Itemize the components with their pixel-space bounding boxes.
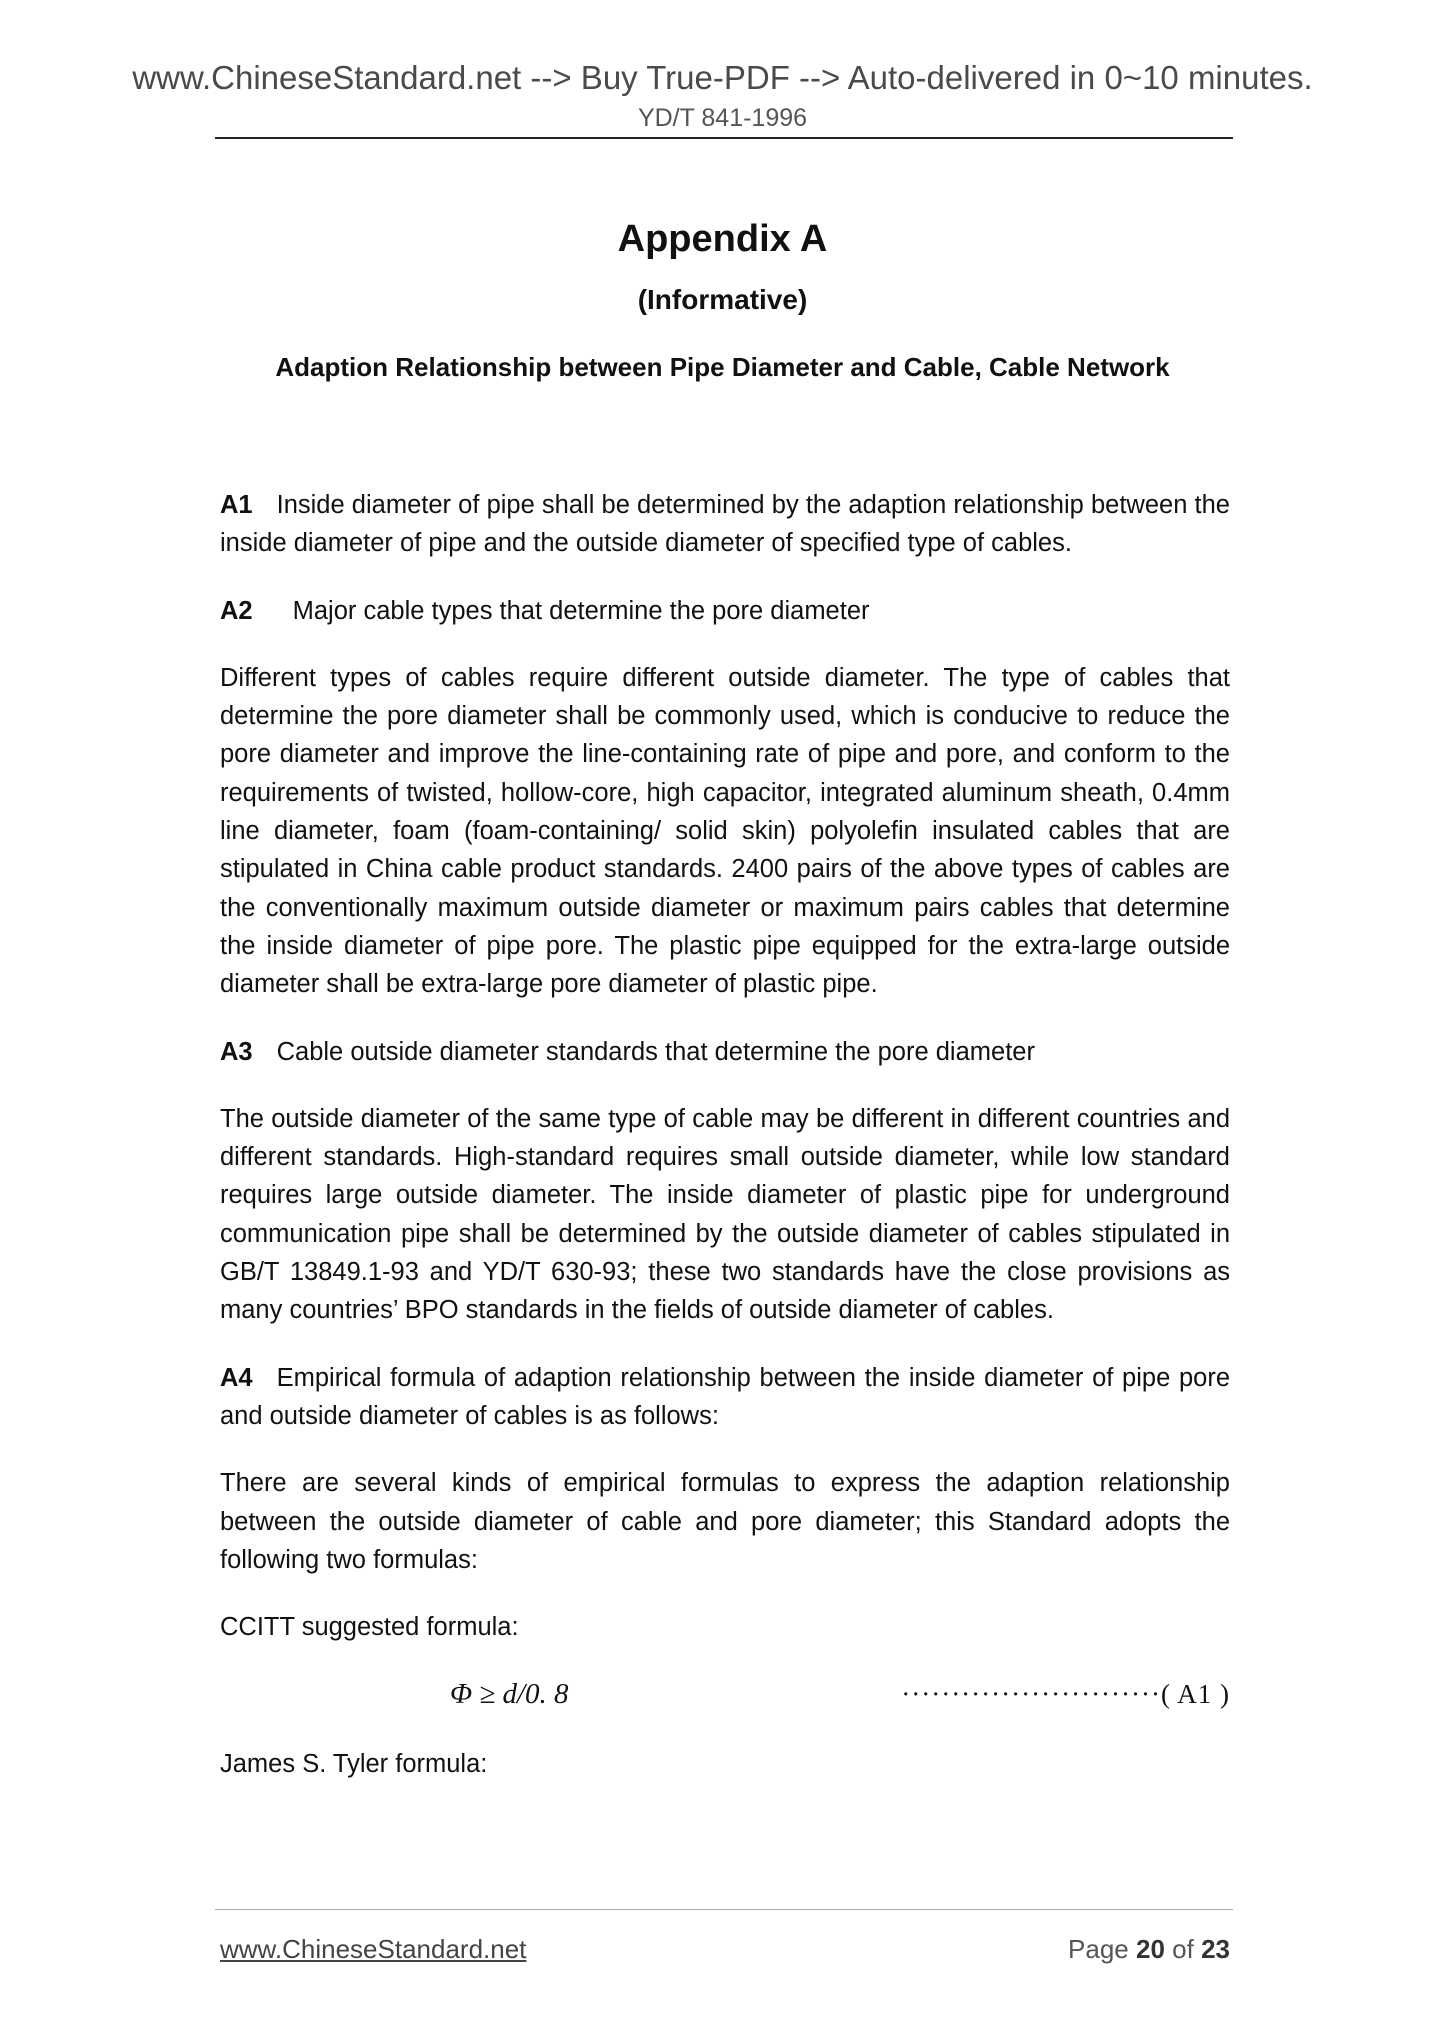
- ccitt-formula-label: CCITT suggested formula:: [220, 1613, 519, 1642]
- footer-divider: [215, 1909, 1233, 1910]
- page-current: 20: [1136, 1934, 1165, 1964]
- header-divider: [215, 137, 1233, 139]
- clause-number: A4: [220, 1363, 253, 1392]
- formula-number: ··························( A1 ): [901, 1679, 1230, 1710]
- clause-a2: [220, 592, 1230, 630]
- page-indicator: [1068, 1934, 1230, 1965]
- clause-number: A2: [220, 596, 253, 625]
- clause-text: Cable outside diameter standards that determine the pore diameter: [276, 1037, 1035, 1066]
- site-banner: www.ChineseStandard.net --> Buy True-PDF --> Auto-delivered in 0~10 minutes.: [132, 59, 1313, 96]
- document-id: YD/T 841-1996: [637, 104, 808, 132]
- appendix-title: Appendix A: [617, 218, 828, 260]
- clause-a2-body: Different types of cables require different outside diameter. The type of cables that determine the pore diameter shall be commonly used, which is conducive to reduce the pore diameter and improve the line-containing rate of pipe and pore, and conform to the requirements of twisted, hollow-core, high capacitor, integrated aluminum sheath, 0.4mm line diameter, foam (foam-containing/ solid skin) polyolefin insulated cables that are stipulated in China cable product standards. 2400 pairs of the above types of cables are the conventionally maximum outside diameter or maximum pairs cables that determine the inside diameter of pipe pore. The plastic pipe equipped for the extra-large outside diameter shall be extra-large pore diameter of plastic pipe.: [220, 663, 1230, 999]
- clause-a1: [220, 486, 1230, 563]
- formula-a1: [220, 1675, 1230, 1719]
- footer-site-link[interactable]: www.ChineseStandard.net: [220, 1934, 527, 1964]
- clause-number: A3: [220, 1037, 253, 1066]
- page-prefix: Page: [1068, 1934, 1129, 1964]
- clause-a4: [220, 1359, 1230, 1436]
- formula-expression: Φ ≥ d/0. 8: [450, 1678, 569, 1711]
- appendix-subtitle: (Informative): [637, 284, 808, 315]
- clause-a3: [220, 1033, 1230, 1071]
- clause-a4-body: There are several kinds of empirical formulas to express the adaption relationship between the outside diameter of cable and pore diameter; this Standard adopts the following two formulas:: [220, 1469, 1230, 1574]
- clause-a3-body: The outside diameter of the same type of cable may be different in different countries and different standards. High-standard requires small outside diameter, while low standard requires large outside diameter. The inside diameter of plastic pipe for underground communication pipe shall be determined by the outside diameter of cables stipulated in GB/T 13849.1-93 and YD/T 630-93; these two standards have the close provisions as many countries’ BPO standards in the fields of outside diameter of cables.: [220, 1104, 1230, 1325]
- clause-text: Major cable types that determine the pore diameter: [292, 596, 870, 625]
- page-total: 23: [1201, 1934, 1230, 1964]
- page-of: of: [1172, 1934, 1194, 1964]
- appendix-heading: Adaption Relationship between Pipe Diameter and Cable, Cable Network: [275, 352, 1170, 382]
- clause-text: Empirical formula of adaption relationship between the inside diameter of pipe pore and outside diameter of cables is as follows:: [220, 1363, 1230, 1430]
- document-body: [220, 486, 1230, 1813]
- clause-text: Inside diameter of pipe shall be determined by the adaption relationship between the inside diameter of pipe and the outside diameter of specified type of cables.: [220, 491, 1230, 558]
- tyler-formula-label: James S. Tyler formula:: [220, 1750, 488, 1779]
- clause-number: A1: [220, 491, 253, 519]
